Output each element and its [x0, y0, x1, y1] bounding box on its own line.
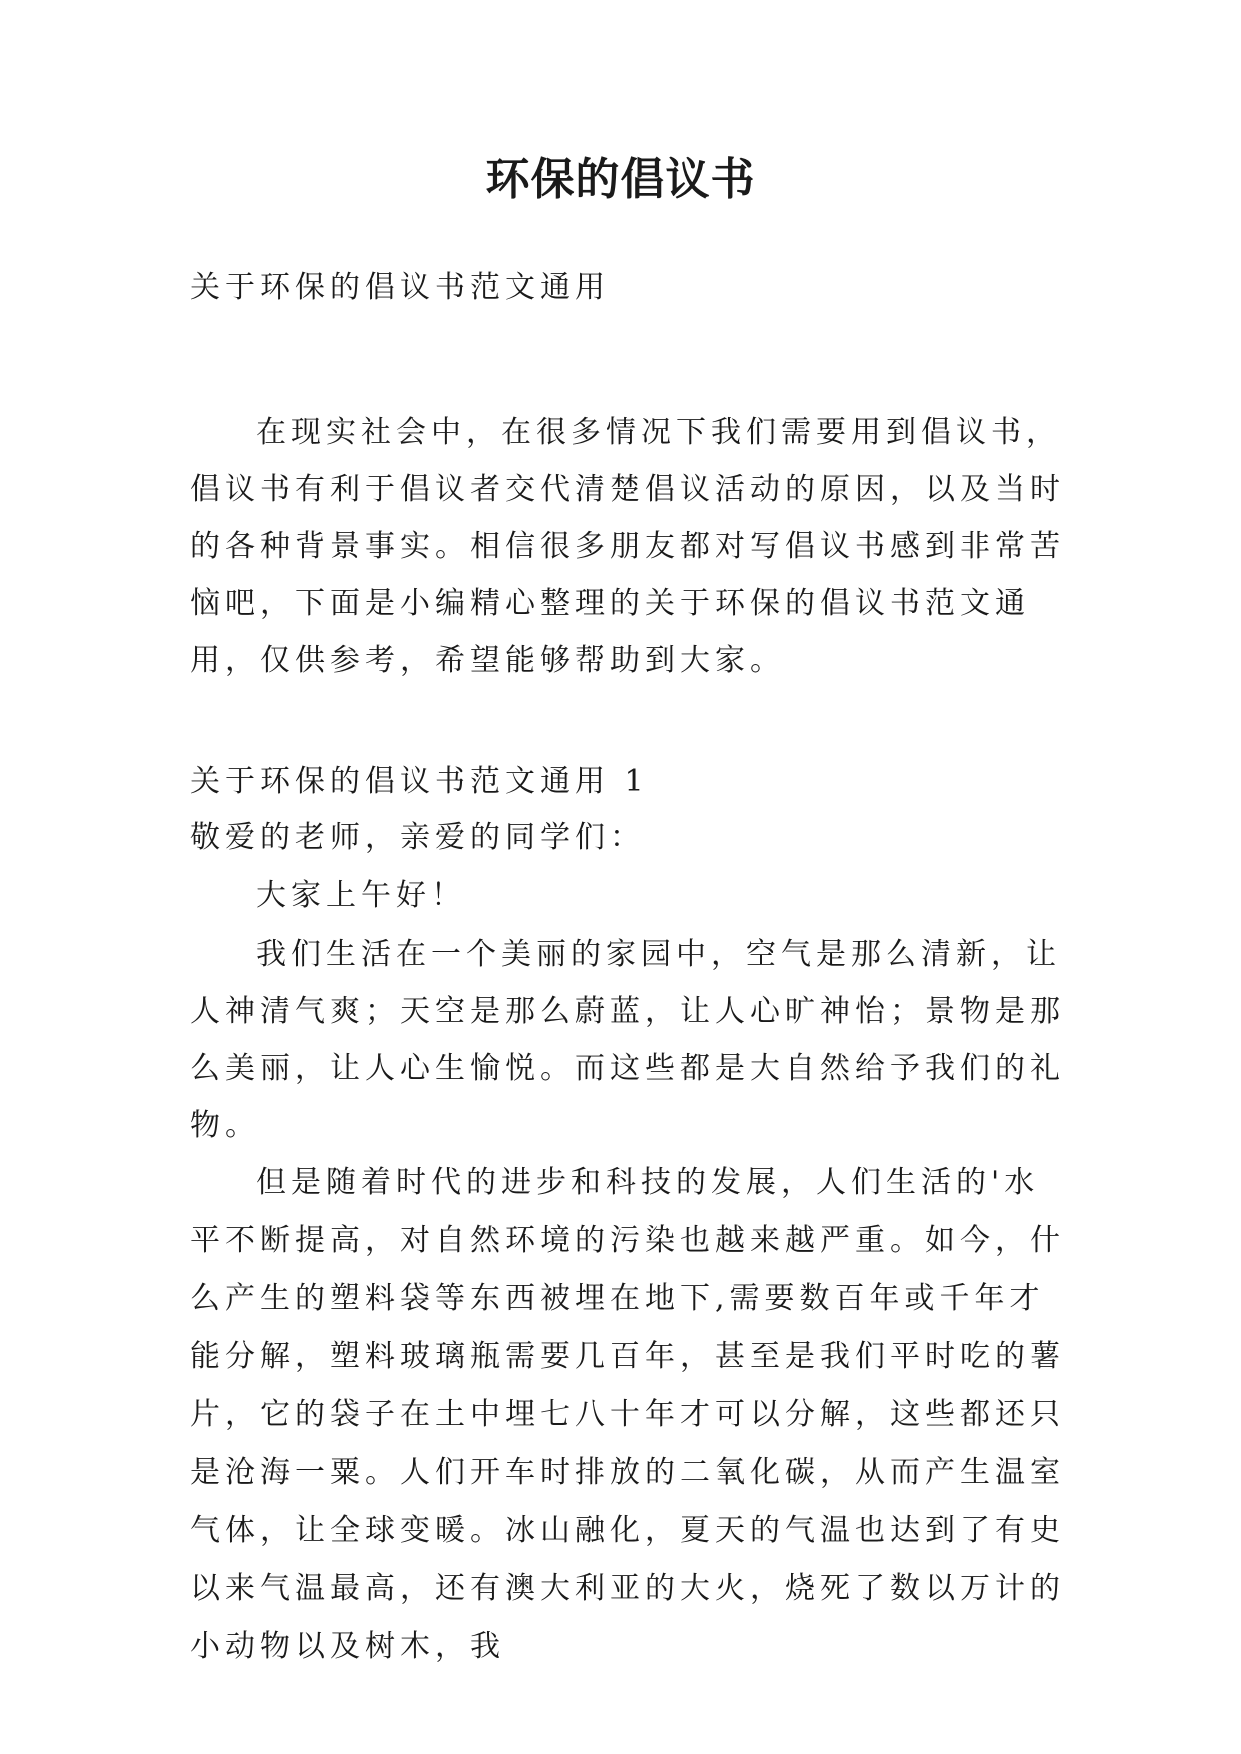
greeting: 大家上午好！	[256, 878, 466, 913]
document-subtitle: 关于环保的倡议书范文通用	[190, 270, 610, 305]
body-paragraph-2: 但是随着时代的进步和科技的发展，人们生活的'水平不断提高，对自然环境的污染也越来越严重。如今，什么产生的塑料袋等东西被埋在地下,需要数百年或千年才能分解，塑料玻璃瓶需要几百年，甚至是我们平时吃的薯片，它的袋子在土中埋七八十年才可以分解，这些都还只是沧海一粟。人们开车时排放的二氧化碳，从而产生温室气体，让全球变暖。冰山融化，夏天的气温也达到了有史以来气温最高，还有澳大利亚的大火，烧死了数以万计的小动物以及树木，我	[190, 1165, 1065, 1664]
intro-paragraph: 在现实社会中，在很多情况下我们需要用到倡议书，倡议书有利于倡议者交代清楚倡议活动的原因，以及当时的各种背景事实。相信很多朋友都对写倡议书感到非常苦恼吧，下面是小编精心整理的关于环保的倡议书范文通用，仅供参考，希望能够帮助到大家。	[190, 415, 1065, 678]
salutation: 敬爱的老师，亲爱的同学们：	[190, 820, 645, 855]
body-paragraph-1: 我们生活在一个美丽的家园中，空气是那么清新，让人神清气爽；天空是那么蔚蓝，让人心旷神怡；景物是那么美丽，让人心生愉悦。而这些都是大自然给予我们的礼物。	[190, 937, 1065, 1143]
letter-section	[190, 754, 1070, 1676]
section-title: 关于环保的倡议书范文通用 1	[190, 764, 649, 799]
document-title: 环保的倡议书	[485, 154, 756, 205]
